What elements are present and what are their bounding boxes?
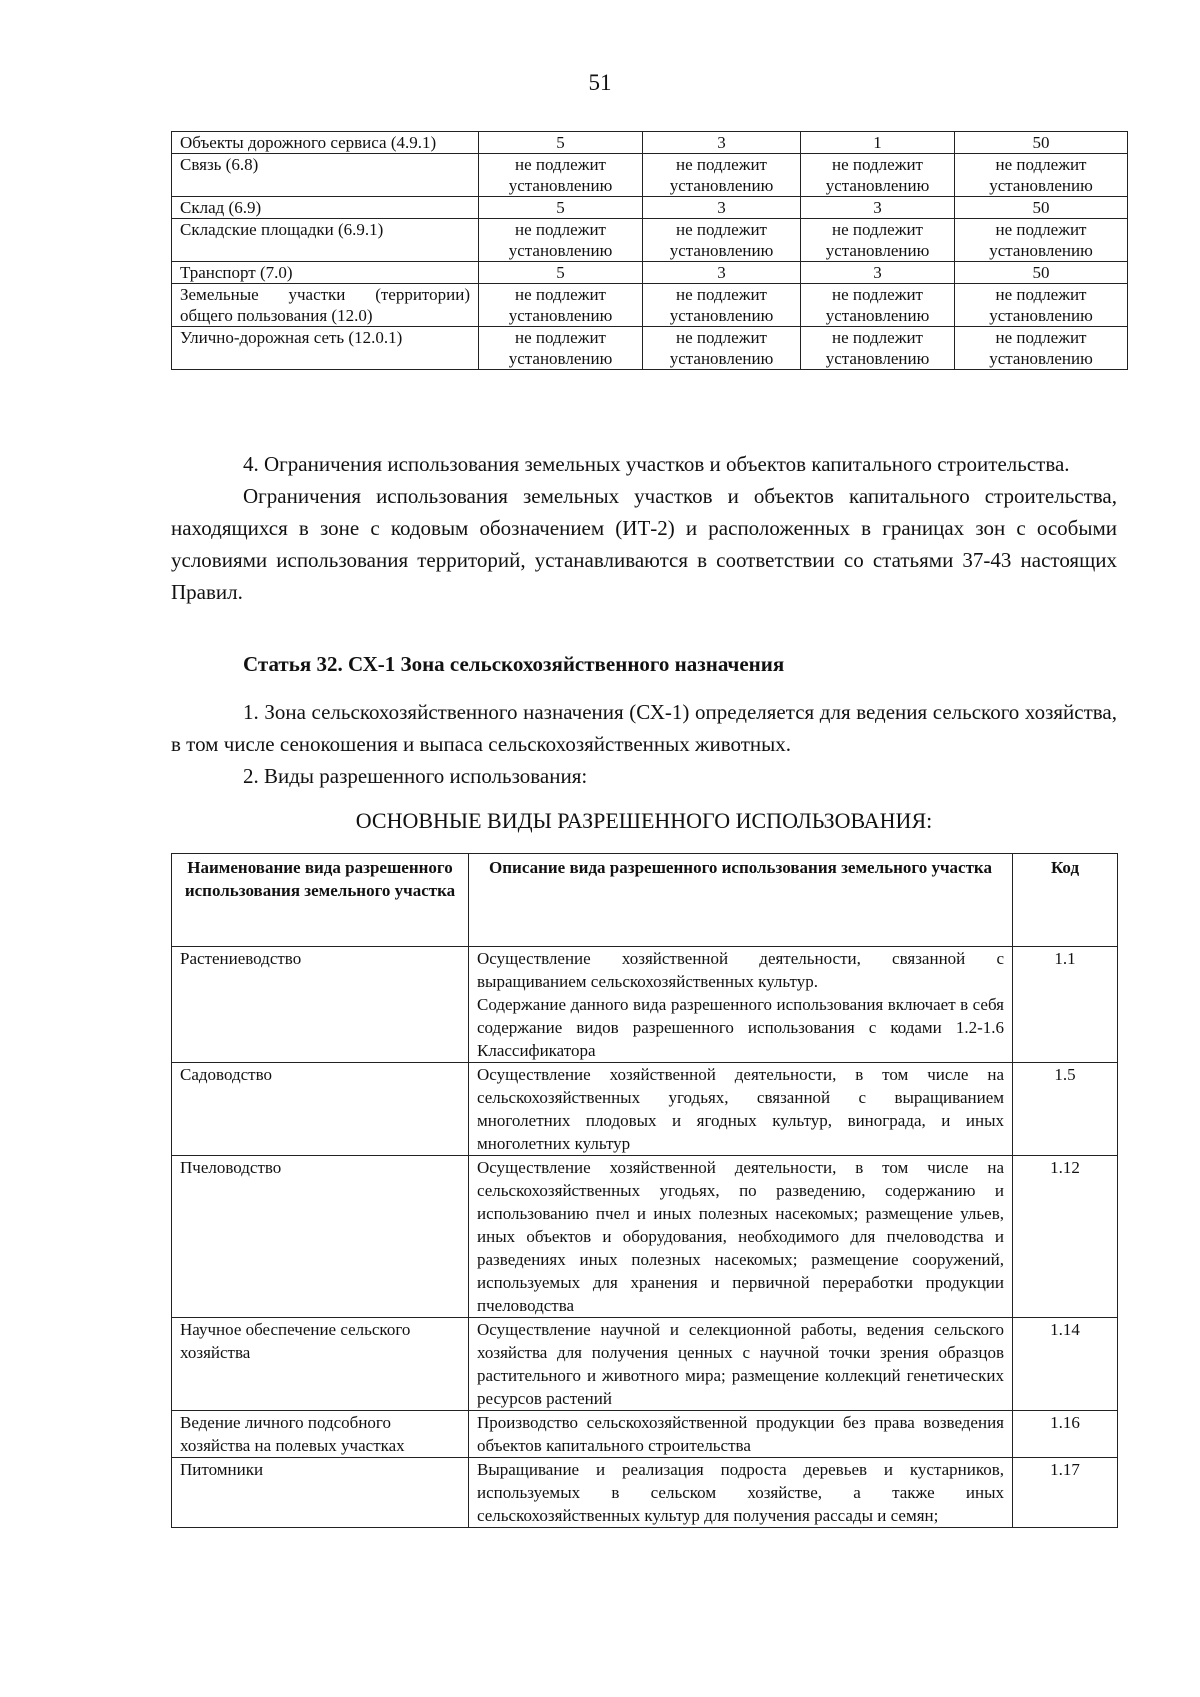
restrictions-table <box>171 131 1128 370</box>
row-value-v3: не подлежит установлению <box>801 219 955 262</box>
paragraph-4-body: Ограничения использования земельных участков и объектов капитального строительства, находящихся в зоне с кодовым обозначением (ИТ-2) и расположенных в границах зон с особыми условиями использования территорий, устанавливаются в соответствии со статьями 37-43 настоящих Правил. <box>171 484 1117 604</box>
use-name: Питомники <box>172 1458 469 1528</box>
row-name: Объекты дорожного сервиса (4.9.1) <box>172 132 479 154</box>
use-code: 1.14 <box>1013 1318 1118 1411</box>
row-value-v4: не подлежит установлению <box>955 284 1128 327</box>
table-row <box>172 1156 1118 1318</box>
row-value-v3: 1 <box>801 132 955 154</box>
table-row <box>172 197 1128 219</box>
row-value-v2: не подлежит установлению <box>643 219 801 262</box>
use-name: Садоводство <box>172 1063 469 1156</box>
row-value-v3: 3 <box>801 262 955 284</box>
row-value-v4: 50 <box>955 197 1128 219</box>
row-value-v2: не подлежит установлению <box>643 154 801 197</box>
section-4 <box>171 448 1117 608</box>
row-name: Склад (6.9) <box>172 197 479 219</box>
use-description-text: Осуществление хозяйственной деятельности, связанной с выращиванием сельскохозяйственных культур. <box>477 949 1004 991</box>
use-description-text: Выращивание и реализация подроста деревьев и кустарников, используемых в сельском хозяйстве, а также иных сельскохозяйственных культур для получения рассады и семян; <box>477 1460 1004 1525</box>
item-2: 2. Виды разрешенного использования: <box>243 764 588 788</box>
row-name: Земельные участки (территории) общего пользования (12.0) <box>172 284 479 327</box>
use-code: 1.16 <box>1013 1411 1118 1458</box>
use-name: Пчеловодство <box>172 1156 469 1318</box>
table-row <box>172 1458 1118 1528</box>
row-value-v4: не подлежит установлению <box>955 154 1128 197</box>
table-row <box>172 327 1128 370</box>
row-name: Транспорт (7.0) <box>172 262 479 284</box>
article-items <box>171 696 1117 792</box>
page-number: 51 <box>588 70 612 95</box>
table-row <box>172 154 1128 197</box>
use-name: Ведение личного подсобного хозяйства на полевых участках <box>172 1411 469 1458</box>
use-description <box>469 1156 1013 1318</box>
row-value-v3: не подлежит установлению <box>801 154 955 197</box>
use-description-text: Осуществление хозяйственной деятельности, в том числе на сельскохозяйственных угодьях, по разведению, содержанию и использованию пчел и иных полезных насекомых; размещение ульев, иных объектов и оборудования, необходимого для пчеловодства и разведениях иных полезных насекомых; размещение сооружений, используемых для хранения и первичной переработки продукции пчеловодства <box>477 1158 1004 1315</box>
table-row <box>172 262 1128 284</box>
paragraph-4-heading: 4. Ограничения использования земельных участков и объектов капитального строительства. <box>243 452 1070 476</box>
use-code: 1.5 <box>1013 1063 1118 1156</box>
row-value-v1: не подлежит установлению <box>479 327 643 370</box>
permitted-uses-table <box>171 853 1118 1528</box>
row-value-v4: 50 <box>955 132 1128 154</box>
header-name: Наименование вида разрешенного использования земельного участка <box>172 854 469 947</box>
use-name: Научное обеспечение сельского хозяйства <box>172 1318 469 1411</box>
row-name: Складские площадки (6.9.1) <box>172 219 479 262</box>
use-description-text: Осуществление хозяйственной деятельности, в том числе на сельскохозяйственных угодьях, связанной с выращиванием многолетних плодовых и ягодных культур, винограда, и иных многолетних культур <box>477 1065 1004 1153</box>
table-row <box>172 947 1118 1063</box>
use-description-text: Производство сельскохозяйственной продукции без права возведения объектов капитального строительства <box>477 1413 1004 1455</box>
use-description <box>469 1458 1013 1528</box>
row-value-v1: не подлежит установлению <box>479 154 643 197</box>
table-header-row <box>172 854 1118 947</box>
row-value-v3: не подлежит установлению <box>801 327 955 370</box>
row-name: Улично-дорожная сеть (12.0.1) <box>172 327 479 370</box>
row-value-v2: не подлежит установлению <box>643 284 801 327</box>
row-value-v2: 3 <box>643 132 801 154</box>
row-value-v4: 50 <box>955 262 1128 284</box>
table-row <box>172 1063 1118 1156</box>
use-code: 1.17 <box>1013 1458 1118 1528</box>
table-row <box>172 284 1128 327</box>
row-value-v2: не подлежит установлению <box>643 327 801 370</box>
row-value-v4: не подлежит установлению <box>955 219 1128 262</box>
use-description <box>469 947 1013 1063</box>
row-value-v3: 3 <box>801 197 955 219</box>
use-description <box>469 1411 1013 1458</box>
row-value-v3: не подлежит установлению <box>801 284 955 327</box>
section-title: ОСНОВНЫЕ ВИДЫ РАЗРЕШЕННОГО ИСПОЛЬЗОВАНИЯ: <box>355 808 933 833</box>
item-1: 1. Зона сельскохозяйственного назначения (СХ-1) определяется для ведения сельского хозяйства, в том числе сенокошения и выпаса сельскохозяйственных животных. <box>171 700 1117 756</box>
use-name: Растениеводство <box>172 947 469 1063</box>
use-description <box>469 1318 1013 1411</box>
row-value-v1: не подлежит установлению <box>479 284 643 327</box>
row-value-v1: 5 <box>479 132 643 154</box>
header-code: Код <box>1013 854 1118 947</box>
use-description-text: Осуществление научной и селекционной работы, ведения сельского хозяйства для получения ценных с научной точки зрения образцов растительного и животного мира; размещение коллекций генетических ресурсов растений <box>477 1320 1004 1408</box>
header-description: Описание вида разрешенного использования земельного участка <box>469 854 1013 947</box>
table-row <box>172 219 1128 262</box>
row-value-v1: 5 <box>479 197 643 219</box>
use-description-text-2: Содержание данного вида разрешенного использования включает в себя содержание видов разрешенного использования с кодами 1.2-1.6 Классификатора <box>477 995 1004 1060</box>
row-value-v4: не подлежит установлению <box>955 327 1128 370</box>
table-row <box>172 132 1128 154</box>
use-code: 1.1 <box>1013 947 1118 1063</box>
table-row <box>172 1411 1118 1458</box>
row-value-v2: 3 <box>643 262 801 284</box>
row-value-v1: не подлежит установлению <box>479 219 643 262</box>
use-code: 1.12 <box>1013 1156 1118 1318</box>
table-row <box>172 1318 1118 1411</box>
article-heading: Статья 32. СХ-1 Зона сельскохозяйственного назначения <box>243 652 785 676</box>
row-name: Связь (6.8) <box>172 154 479 197</box>
row-value-v2: 3 <box>643 197 801 219</box>
use-description <box>469 1063 1013 1156</box>
row-value-v1: 5 <box>479 262 643 284</box>
